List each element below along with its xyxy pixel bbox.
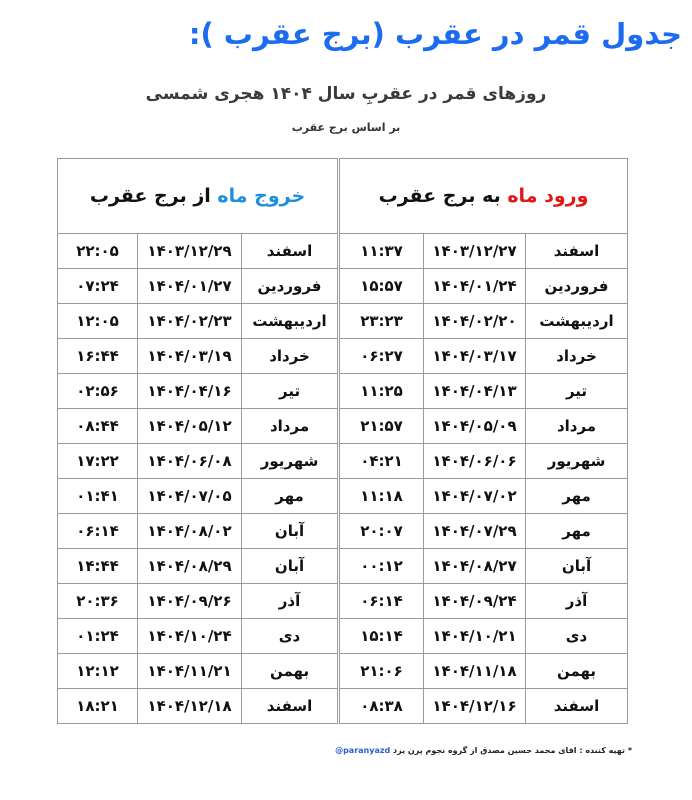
exit-month-cell: خرداد [242, 339, 338, 374]
enter-row [340, 409, 628, 444]
enter-time-cell: ۱۵:۵۷ [340, 269, 424, 304]
enter-date-cell: ۱۴۰۳/۱۲/۲۷ [424, 234, 526, 269]
enter-month-cell: بهمن [526, 654, 628, 689]
exit-month-cell: اسفند [242, 234, 338, 269]
enter-date-cell: ۱۴۰۴/۰۹/۲۴ [424, 584, 526, 619]
exit-row [58, 689, 338, 724]
enter-time-cell: ۱۱:۱۸ [340, 479, 424, 514]
exit-month-cell: مهر [242, 479, 338, 514]
exit-time-cell: ۰۸:۴۴ [58, 409, 138, 444]
exit-row [58, 619, 338, 654]
exit-month-cell: آبان [242, 514, 338, 549]
exit-month-cell: مرداد [242, 409, 338, 444]
exit-time-cell: ۱۴:۴۴ [58, 549, 138, 584]
enter-row [340, 654, 628, 689]
enter-row [340, 619, 628, 654]
exit-row [58, 584, 338, 619]
enter-month-cell: دی [526, 619, 628, 654]
enter-header-rest: به برج عقرب [378, 185, 508, 207]
enter-date-cell: ۱۴۰۴/۰۵/۰۹ [424, 409, 526, 444]
exit-month-cell: بهمن [242, 654, 338, 689]
exit-time-cell: ۰۱:۴۱ [58, 479, 138, 514]
enter-time-cell: ۲۱:۰۶ [340, 654, 424, 689]
exit-date-cell: ۱۴۰۴/۰۷/۰۵ [138, 479, 242, 514]
exit-date-cell: ۱۴۰۴/۰۸/۰۲ [138, 514, 242, 549]
enter-row [340, 479, 628, 514]
enter-date-cell: ۱۴۰۴/۰۸/۲۷ [424, 549, 526, 584]
enter-time-cell: ۰۰:۱۲ [340, 549, 424, 584]
enter-time-cell: ۰۸:۳۸ [340, 689, 424, 724]
exit-month-cell: اردیبهشت [242, 304, 338, 339]
exit-time-cell: ۱۷:۲۲ [58, 444, 138, 479]
enter-month-cell: مرداد [526, 409, 628, 444]
enter-time-cell: ۱۱:۳۷ [340, 234, 424, 269]
exit-date-cell: ۱۴۰۳/۱۲/۲۹ [138, 234, 242, 269]
enter-time-cell: ۱۱:۲۵ [340, 374, 424, 409]
exit-month-cell: شهریور [242, 444, 338, 479]
exit-month-cell: دی [242, 619, 338, 654]
enter-month-cell: مهر [526, 479, 628, 514]
enter-month-cell: مهر [526, 514, 628, 549]
exit-time-cell: ۰۲:۵۶ [58, 374, 138, 409]
exit-time-cell: ۲۲:۰۵ [58, 234, 138, 269]
enter-time-cell: ۰۶:۲۷ [340, 339, 424, 374]
enter-date-cell: ۱۴۰۴/۱۱/۱۸ [424, 654, 526, 689]
exit-time-cell: ۲۰:۳۶ [58, 584, 138, 619]
table-subtitle-basis: بر اساس برج عقرب [291, 121, 401, 134]
exit-row [58, 654, 338, 689]
exit-row [58, 304, 338, 339]
page-title: جدول قمر در عقرب (برج عقرب ): [188, 17, 682, 51]
exit-date-cell: ۱۴۰۴/۰۲/۲۳ [138, 304, 242, 339]
exit-header [58, 159, 338, 234]
enter-date-cell: ۱۴۰۴/۱۰/۲۱ [424, 619, 526, 654]
enter-time-cell: ۲۰:۰۷ [340, 514, 424, 549]
enter-month-cell: اردیبهشت [526, 304, 628, 339]
exit-header-rest: از برج عقرب [89, 185, 218, 207]
enter-month-cell: آبان [526, 549, 628, 584]
exit-header-highlight: خروج ماه [217, 185, 306, 207]
enter-row [340, 339, 628, 374]
exit-row [58, 409, 338, 444]
exit-row [58, 269, 338, 304]
exit-date-cell: ۱۴۰۴/۰۸/۲۹ [138, 549, 242, 584]
enter-date-cell: ۱۴۰۴/۰۷/۰۲ [424, 479, 526, 514]
exit-month-cell: تیر [242, 374, 338, 409]
enter-month-cell: شهریور [526, 444, 628, 479]
exit-row [58, 514, 338, 549]
footer-credit-text: * تهیه کننده : اقای محمد حسین مصدق از گروه نجوم پرن یزد [393, 746, 632, 755]
exit-row [58, 549, 338, 584]
exit-row [58, 444, 338, 479]
enter-date-cell: ۱۴۰۴/۰۳/۱۷ [424, 339, 526, 374]
enter-time-cell: ۲۱:۵۷ [340, 409, 424, 444]
enter-row [340, 584, 628, 619]
exit-row [58, 374, 338, 409]
enter-time-cell: ۲۳:۲۳ [340, 304, 424, 339]
enter-date-cell: ۱۴۰۴/۰۶/۰۶ [424, 444, 526, 479]
moon-enter-table [339, 158, 628, 724]
enter-row [340, 234, 628, 269]
enter-header-highlight: ورود ماه [507, 185, 589, 207]
exit-month-cell: آبان [242, 549, 338, 584]
enter-header [340, 159, 628, 234]
exit-row [58, 234, 338, 269]
enter-row [340, 304, 628, 339]
enter-date-cell: ۱۴۰۴/۱۲/۱۶ [424, 689, 526, 724]
table-subtitle: روزهای قمر در عقربِ سال ۱۴۰۴ هجری شمسی [145, 84, 547, 104]
enter-month-cell: تیر [526, 374, 628, 409]
exit-month-cell: فروردین [242, 269, 338, 304]
enter-row [340, 374, 628, 409]
exit-date-cell: ۱۴۰۴/۰۳/۱۹ [138, 339, 242, 374]
enter-month-cell: آذر [526, 584, 628, 619]
exit-date-cell: ۱۴۰۴/۰۵/۱۲ [138, 409, 242, 444]
exit-time-cell: ۱۸:۲۱ [58, 689, 138, 724]
exit-date-cell: ۱۴۰۴/۰۴/۱۶ [138, 374, 242, 409]
enter-month-cell: اسفند [526, 689, 628, 724]
exit-time-cell: ۰۶:۱۴ [58, 514, 138, 549]
enter-month-cell: خرداد [526, 339, 628, 374]
enter-row [340, 444, 628, 479]
enter-date-cell: ۱۴۰۴/۰۲/۲۰ [424, 304, 526, 339]
enter-time-cell: ۱۵:۱۴ [340, 619, 424, 654]
enter-month-cell: فروردین [526, 269, 628, 304]
exit-time-cell: ۰۱:۲۴ [58, 619, 138, 654]
enter-row [340, 514, 628, 549]
enter-date-cell: ۱۴۰۴/۰۱/۲۴ [424, 269, 526, 304]
exit-month-cell: اسفند [242, 689, 338, 724]
enter-time-cell: ۰۶:۱۴ [340, 584, 424, 619]
exit-date-cell: ۱۴۰۴/۱۱/۲۱ [138, 654, 242, 689]
exit-date-cell: ۱۴۰۴/۱۲/۱۸ [138, 689, 242, 724]
exit-date-cell: ۱۴۰۴/۰۶/۰۸ [138, 444, 242, 479]
exit-date-cell: ۱۴۰۴/۰۹/۲۶ [138, 584, 242, 619]
enter-time-cell: ۰۴:۲۱ [340, 444, 424, 479]
exit-time-cell: ۱۶:۴۴ [58, 339, 138, 374]
enter-date-cell: ۱۴۰۴/۰۴/۱۳ [424, 374, 526, 409]
moon-exit-table [57, 158, 338, 724]
footer-credit [330, 746, 632, 755]
exit-date-cell: ۱۴۰۴/۰۱/۲۷ [138, 269, 242, 304]
exit-time-cell: ۰۷:۲۴ [58, 269, 138, 304]
exit-row [58, 479, 338, 514]
enter-date-cell: ۱۴۰۴/۰۷/۲۹ [424, 514, 526, 549]
exit-time-cell: ۱۲:۰۵ [58, 304, 138, 339]
enter-row [340, 269, 628, 304]
enter-month-cell: اسفند [526, 234, 628, 269]
footer-handle: @paranyazd [335, 746, 391, 755]
exit-month-cell: آذر [242, 584, 338, 619]
exit-row [58, 339, 338, 374]
exit-time-cell: ۱۲:۱۲ [58, 654, 138, 689]
enter-row [340, 689, 628, 724]
exit-date-cell: ۱۴۰۴/۱۰/۲۴ [138, 619, 242, 654]
enter-row [340, 549, 628, 584]
